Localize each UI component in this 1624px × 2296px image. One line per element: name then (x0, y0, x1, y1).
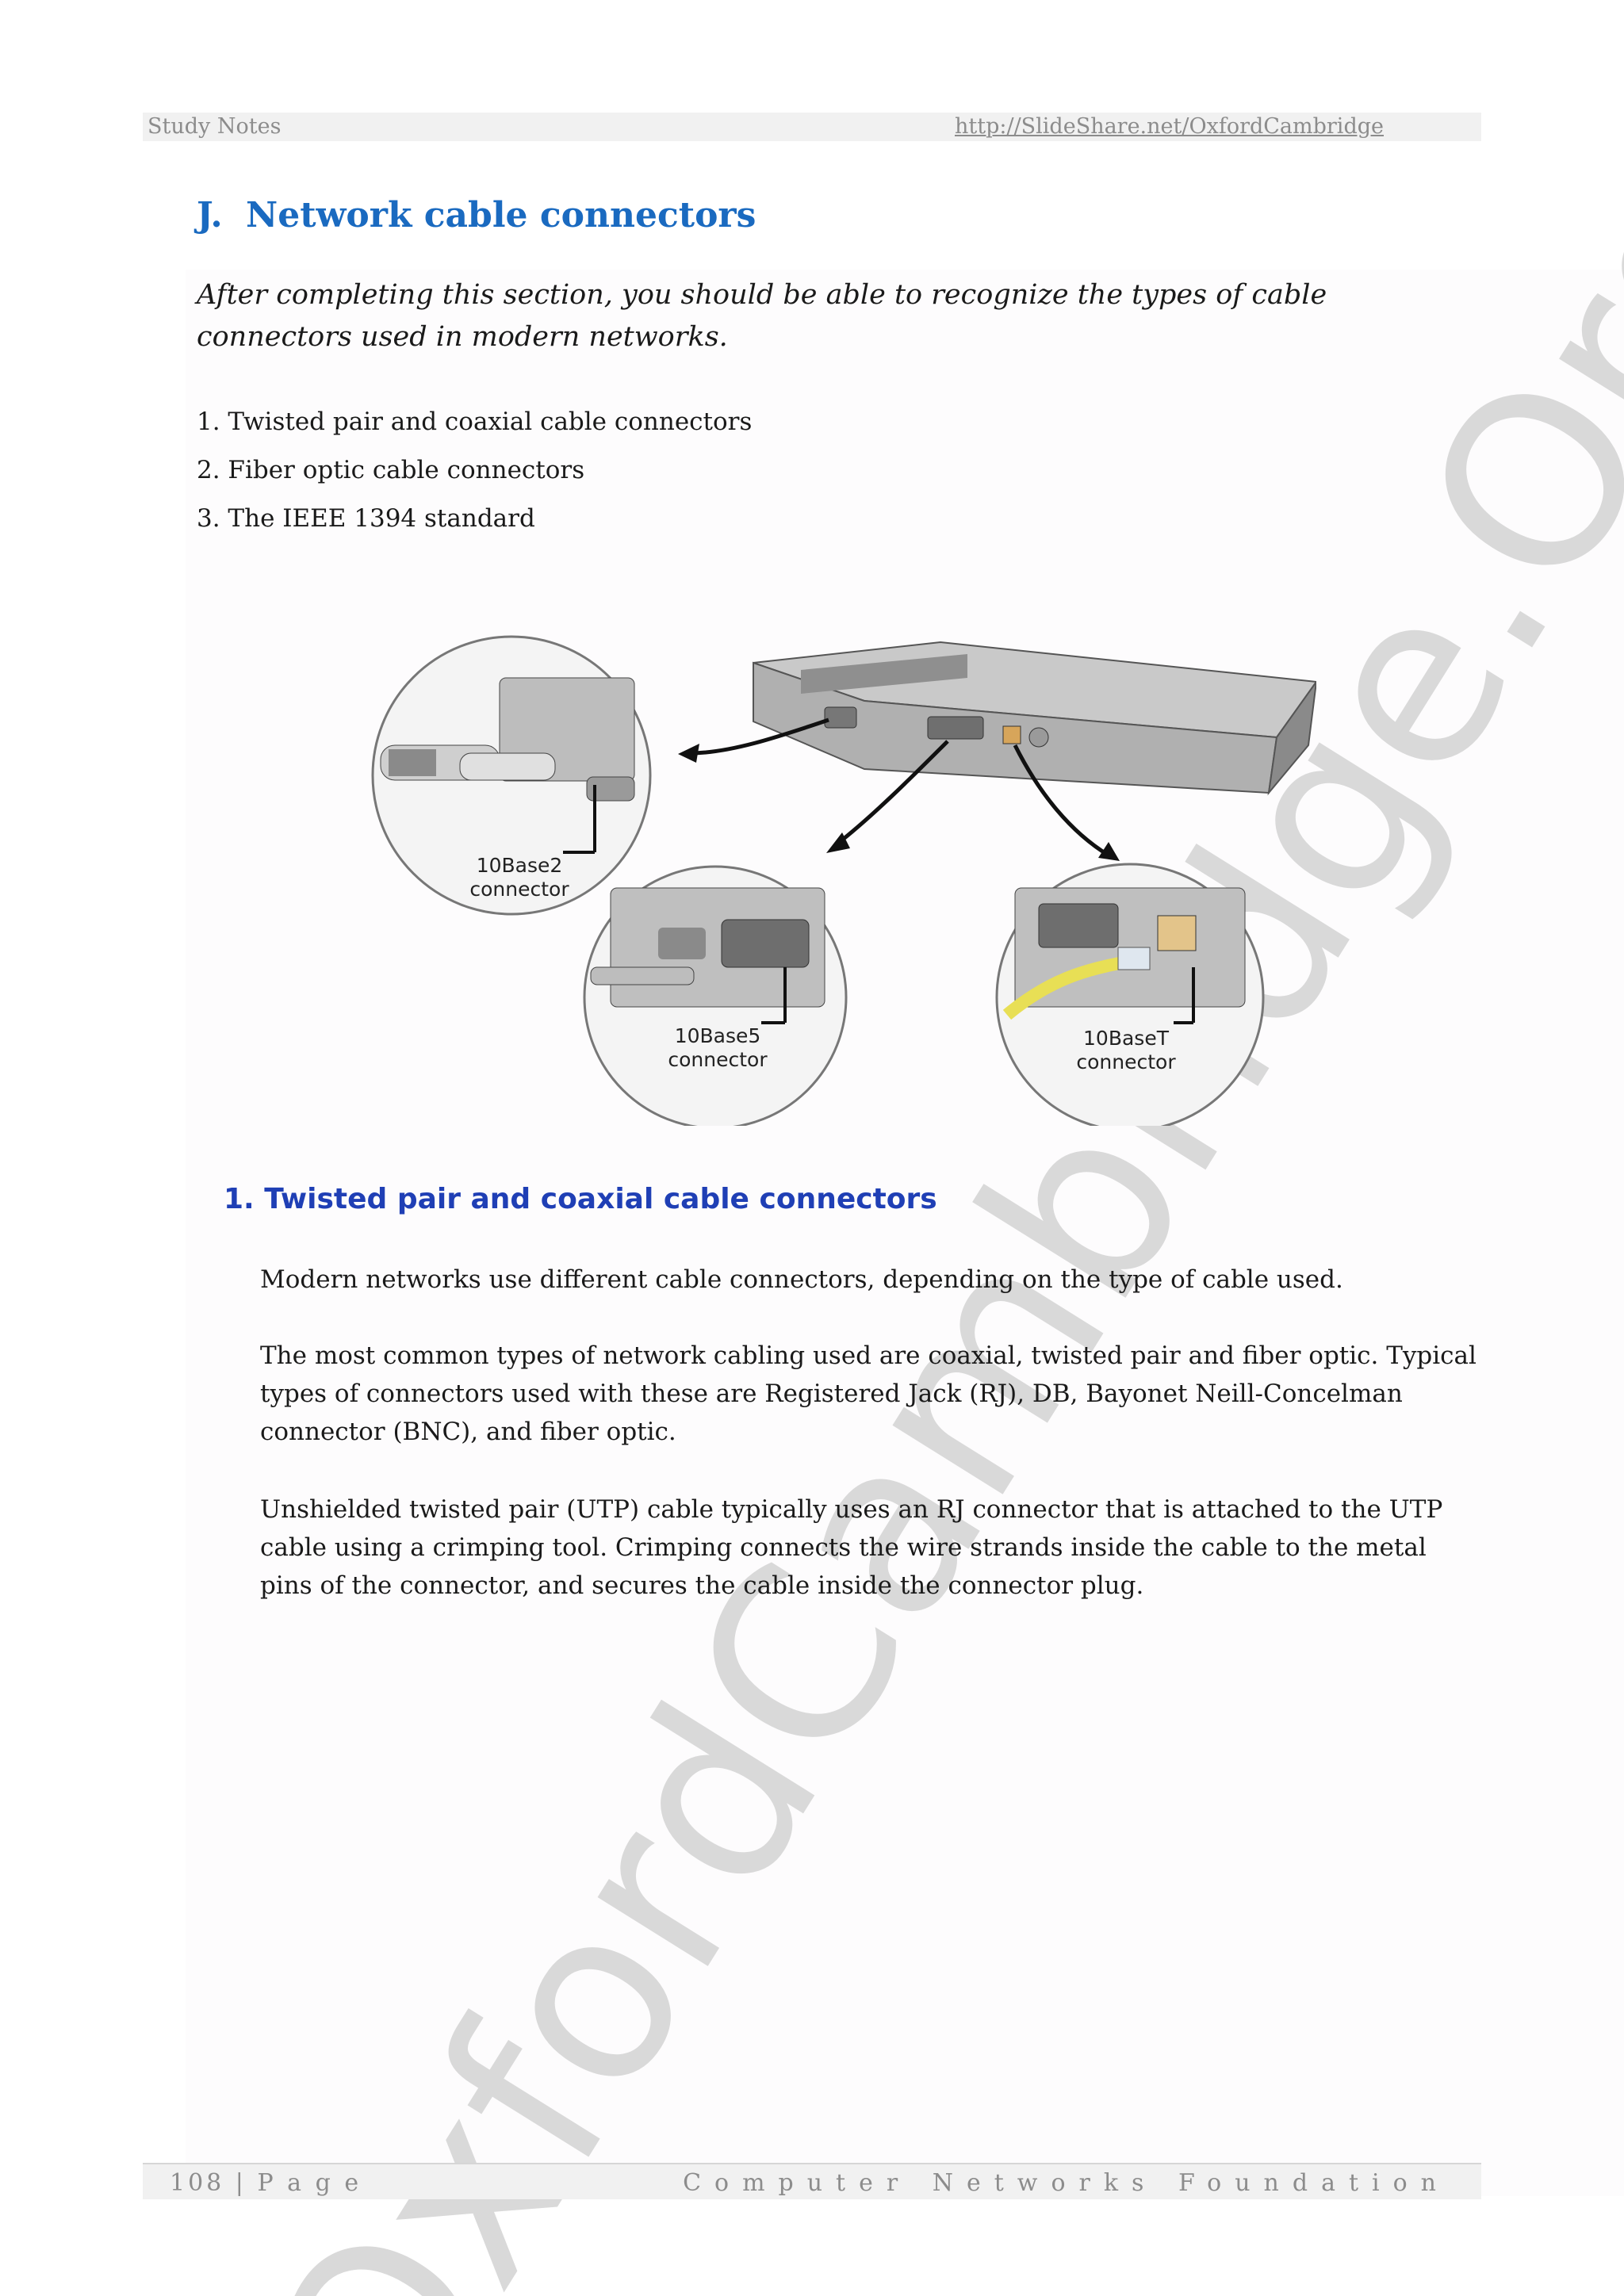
10base2-label-line1: 10Base2 (476, 854, 563, 877)
network-device-illustration (753, 642, 1316, 793)
10baset-label-line1: 10BaseT (1083, 1027, 1169, 1050)
toc-item: 1. Twisted pair and coaxial cable connectors (197, 408, 753, 436)
toc-item: 2. Fiber optic cable connectors (197, 456, 585, 484)
section-title (197, 195, 756, 235)
10base5-callout (584, 867, 846, 1126)
connector-figure (357, 634, 1316, 1126)
10base5-label-line2: connector (668, 1048, 768, 1071)
section-intro: After completing this section, you should be able to recognize the types of cable connectors used in modern networks. (197, 279, 1327, 353)
header-left-text: Study Notes (147, 114, 282, 139)
section-letter: J. (197, 195, 223, 235)
10baset-label-line2: connector (1076, 1050, 1176, 1073)
paragraph: The most common types of network cabling used are coaxial, twisted pair and fiber optic. Typical types of connectors used with these are Registered Jack (RJ), DB, Bayonet Neill-Concelman connector (BNC), and fiber optic. (260, 1341, 1477, 1446)
footer-title: Computer Networks Foundation (683, 2169, 1450, 2197)
10base2-label-line2: connector (469, 878, 569, 901)
paragraph: Modern networks use different cable connectors, depending on the type of cable used. (260, 1265, 1343, 1294)
10baset-callout (997, 864, 1263, 1126)
header-link[interactable]: http://SlideShare.net/OxfordCambridge (955, 114, 1384, 139)
section-title-text: Network cable connectors (246, 195, 756, 235)
10base5-label-line1: 10Base5 (674, 1024, 761, 1047)
section-toc (197, 398, 752, 543)
page-number: 108 | P a g e (170, 2169, 362, 2197)
subsection-heading: 1. Twisted pair and coaxial cable connectors (224, 1183, 937, 1215)
paragraph: Unshielded twisted pair (UTP) cable typically uses an RJ connector that is attached to the UTP cable using a crimping tool. Crimping connects the wire strands inside the cable to the metal pins of the connector, and secures the cable inside the connector plug. (260, 1495, 1443, 1600)
10base2-callout (373, 637, 650, 914)
toc-item: 3. The IEEE 1394 standard (197, 504, 535, 533)
